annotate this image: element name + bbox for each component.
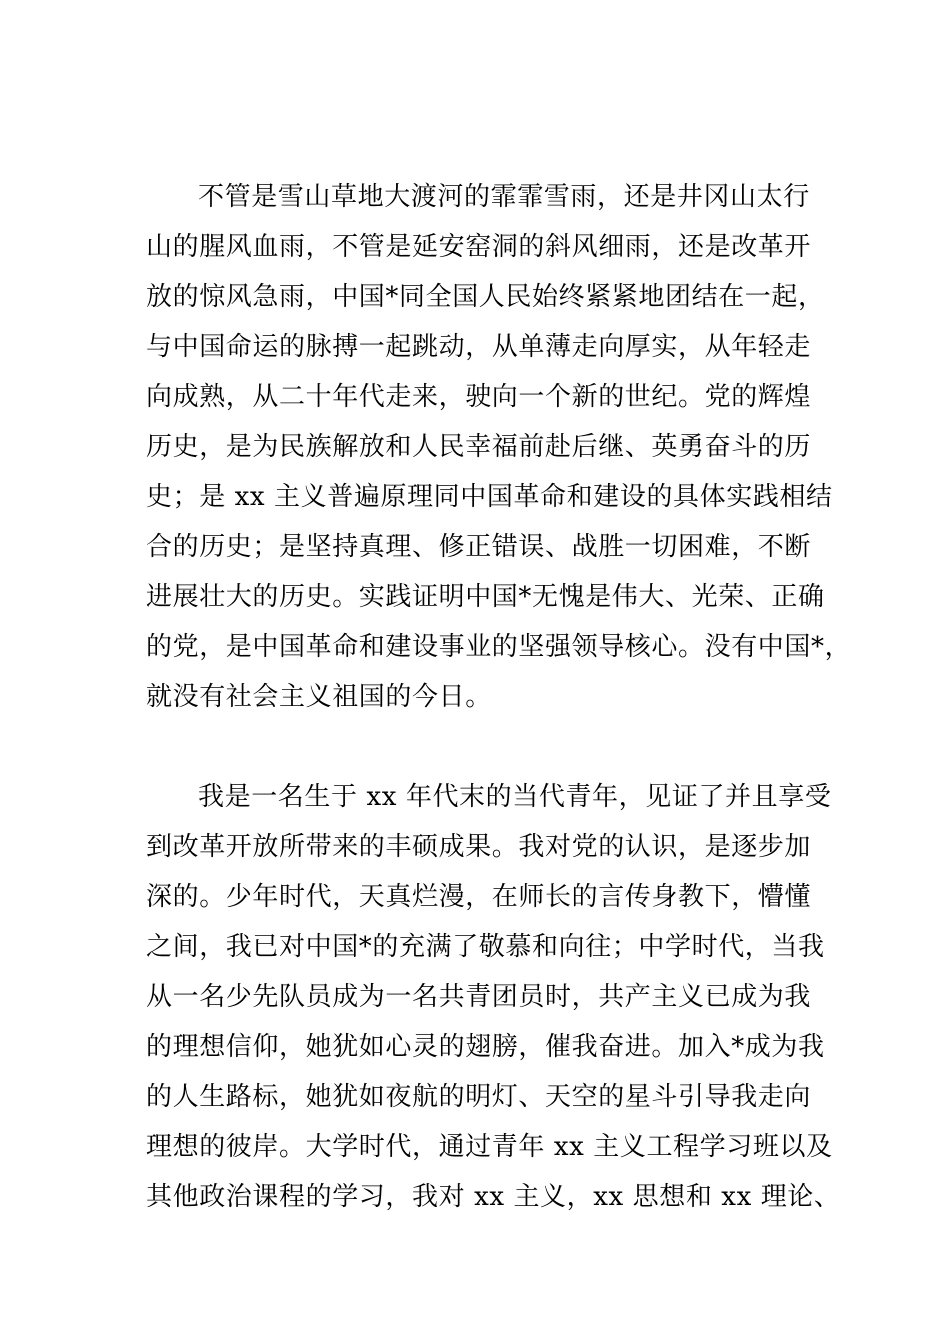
paragraph-line: 从一名少先队员成为一名共青团员时，共产主义已成为我 xyxy=(146,982,812,1012)
paragraph-line: 我是一名生于 xx 年代末的当代青年，见证了并且享受 xyxy=(198,782,832,812)
paragraph-line: 到改革开放所带来的丰硕成果。我对党的认识，是逐步加 xyxy=(146,832,812,862)
paragraph-line: 史；是 xx 主义普遍原理同中国革命和建设的具体实践相结 xyxy=(146,482,833,512)
paragraph-line: 与中国命运的脉搏一起跳动，从单薄走向厚实，从年轻走 xyxy=(146,332,812,362)
paragraph-line: 的党，是中国革命和建设事业的坚强领导核心。没有中国*， xyxy=(146,632,852,662)
paragraph-line: 的人生路标，她犹如夜航的明灯、天空的星斗引导我走向 xyxy=(146,1082,812,1112)
paragraph-line: 历史，是为民族解放和人民幸福前赴后继、英勇奋斗的历 xyxy=(146,432,812,462)
paragraph-line: 放的惊风急雨，中国*同全国人民始终紧紧地团结在一起， xyxy=(146,282,825,312)
paragraph-line: 进展壮大的历史。实践证明中国*无愧是伟大、光荣、正确 xyxy=(146,582,825,612)
paragraph-line: 就没有社会主义祖国的今日。 xyxy=(146,682,492,712)
paragraph-line: 其他政治课程的学习，我对 xx 主义，xx 思想和 xx 理论、 xyxy=(146,1182,841,1212)
paragraph-line: 的理想信仰，她犹如心灵的翅膀，催我奋进。加入*成为我 xyxy=(146,1032,825,1062)
paragraph-line: 山的腥风血雨，不管是延安窑洞的斜风细雨，还是改革开 xyxy=(146,232,812,262)
paragraph-line: 之间，我已对中国*的充满了敬慕和向往；中学时代，当我 xyxy=(146,932,825,962)
paragraph-line: 不管是雪山草地大渡河的霏霏雪雨，还是井冈山太行 xyxy=(198,182,810,212)
paragraph-line: 合的历史；是坚持真理、修正错误、战胜一切困难，不断 xyxy=(146,532,812,562)
paragraph-line: 理想的彼岸。大学时代，通过青年 xx 主义工程学习班以及 xyxy=(146,1132,833,1162)
paragraph-line: 深的。少年时代，天真烂漫，在师长的言传身教下，懵懂 xyxy=(146,882,812,912)
paragraph-line: 向成熟，从二十年代走来，驶向一个新的世纪。党的辉煌 xyxy=(146,382,812,412)
